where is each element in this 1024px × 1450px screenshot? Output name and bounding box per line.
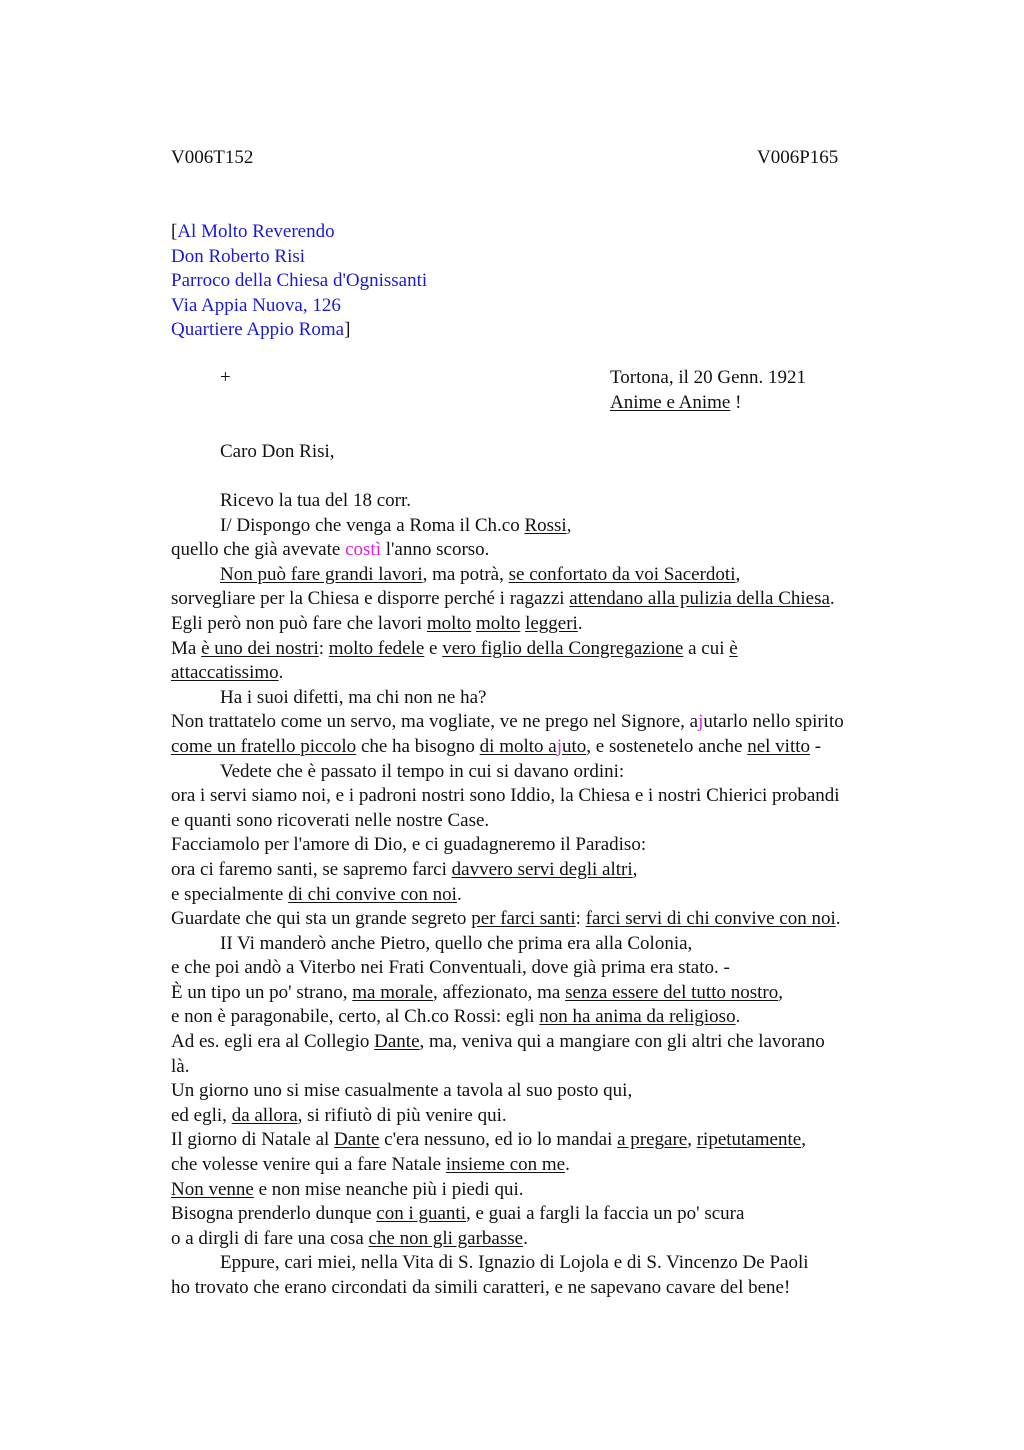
- body-line: Egli però non può fare che lavori molto molto leggeri.: [171, 612, 583, 634]
- address-close-bracket: ]: [344, 319, 351, 340]
- address-line-5: [171, 318, 427, 343]
- address-name: Don Roberto Risi: [171, 245, 306, 267]
- body-line: o a dirgli di fare una cosa che non gli garbasse.: [171, 1227, 528, 1249]
- body-line: Il giorno di Natale al Dante c'era nessuno, ed io lo mandai a pregare, ripetutamente,: [171, 1129, 806, 1151]
- address-role: Parroco della Chiesa d'Ognissanti: [171, 270, 428, 291]
- body-line: Bisogna prenderlo dunque con i guanti, e guai a fargli la faccia un po' scura: [171, 1203, 745, 1225]
- body-line: Eppure, cari miei, nella Vita di S. Ignazio di Lojola e di S. Vincenzo De Paoli: [220, 1252, 809, 1274]
- body-line: Un giorno uno si mise casualmente a tavola al suo posto qui,: [171, 1080, 633, 1102]
- body-line: Vedete che è passato il tempo in cui si davano ordini:: [220, 760, 625, 782]
- body-line: sorvegliare per la Chiesa e disporre perché i ragazzi attendano alla pulizia della Chiesa.: [171, 588, 835, 610]
- highlighted-letter: j: [556, 735, 563, 757]
- body-line: Facciamolo per l'amore di Dio, e ci guadagneremo il Paradiso:: [171, 834, 647, 856]
- document-code-right: V006P165: [757, 147, 839, 168]
- address-open-bracket: [: [171, 221, 178, 242]
- body-line: ho trovato che erano circondati da simili caratteri, e ne sapevano cavare del bene!: [171, 1277, 791, 1298]
- body-line: Ha i suoi difetti, ma chi non ne ha?: [220, 686, 487, 708]
- recipient-address: [171, 220, 427, 343]
- body-line: là.: [171, 1055, 190, 1077]
- highlighted-word: costì: [345, 539, 381, 561]
- address-street: Via Appia Nuova, 126: [171, 294, 341, 316]
- motto-suffix: !: [730, 391, 742, 413]
- body-line: ora ci faremo santi, se sapremo farci davvero servi degli altri,: [171, 858, 638, 880]
- document-code-left: V006T152: [171, 147, 254, 168]
- body-line: come un fratello piccolo che ha bisogno di molto ajuto, e sostenetelo anche nel vitto -: [171, 735, 822, 757]
- body-line: e specialmente di chi convive con noi.: [171, 883, 462, 905]
- body-line: e non è paragonabile, certo, al Ch.co Rossi: egli non ha anima da religioso.: [171, 1006, 741, 1028]
- address-district: Quartiere Appio Roma: [171, 319, 345, 340]
- body-line: Non può fare grandi lavori, ma potrà, se confortato da voi Sacerdoti,: [220, 563, 741, 585]
- cross-mark: +: [220, 367, 231, 388]
- letter-body: [171, 489, 911, 1301]
- body-line: quello che già avevate costì l'anno scorso.: [171, 539, 490, 561]
- motto: Anime e Anime: [610, 391, 731, 413]
- place-date: Tortona, il 20 Genn. 1921: [610, 367, 807, 388]
- body-line: I/ Dispongo che venga a Roma il Ch.co Rossi,: [220, 514, 572, 536]
- greeting: Caro Don Risi,: [220, 441, 335, 462]
- body-line: Non trattatelo come un servo, ma vogliate, ve ne prego nel Signore, ajutarlo nello spirito: [171, 711, 844, 733]
- body-line: Non venne e non mise neanche più i piedi qui.: [171, 1178, 524, 1200]
- address-line-1: [171, 220, 427, 245]
- body-line: Ad es. egli era al Collegio Dante, ma, veniva qui a mangiare con gli altri che lavorano: [171, 1031, 825, 1053]
- body-line: ora i servi siamo noi, e i padroni nostri sono Iddio, la Chiesa e i nostri Chierici probandi: [171, 785, 840, 807]
- body-line: attaccatissimo.: [171, 662, 284, 684]
- body-line: e quanti sono ricoverati nelle nostre Case.: [171, 809, 490, 831]
- body-line: ed egli, da allora, si rifiutò di più venire qui.: [171, 1104, 507, 1126]
- body-line: Guardate che qui sta un grande segreto per farci santi: farci servi di chi convive con noi.: [171, 908, 841, 930]
- body-line: Ma è uno dei nostri: molto fedele e vero figlio della Congregazione a cui è: [171, 637, 738, 659]
- dateline: [610, 366, 806, 415]
- body-line: II Vi manderò anche Pietro, quello che prima era alla Colonia,: [220, 932, 693, 954]
- highlighted-letter: j: [698, 711, 704, 733]
- body-line: Ricevo la tua del 18 corr.: [220, 490, 411, 511]
- address-salutation: Al Molto Reverendo: [177, 221, 335, 242]
- body-line: e che poi andò a Viterbo nei Frati Conventuali, dove già prima era stato. -: [171, 957, 730, 979]
- motto-line: [610, 391, 806, 416]
- body-line: È un tipo un po' strano, ma morale, affezionato, ma senza essere del tutto nostro,: [171, 981, 783, 1003]
- body-line: che volesse venire qui a fare Natale insieme con me.: [171, 1154, 570, 1176]
